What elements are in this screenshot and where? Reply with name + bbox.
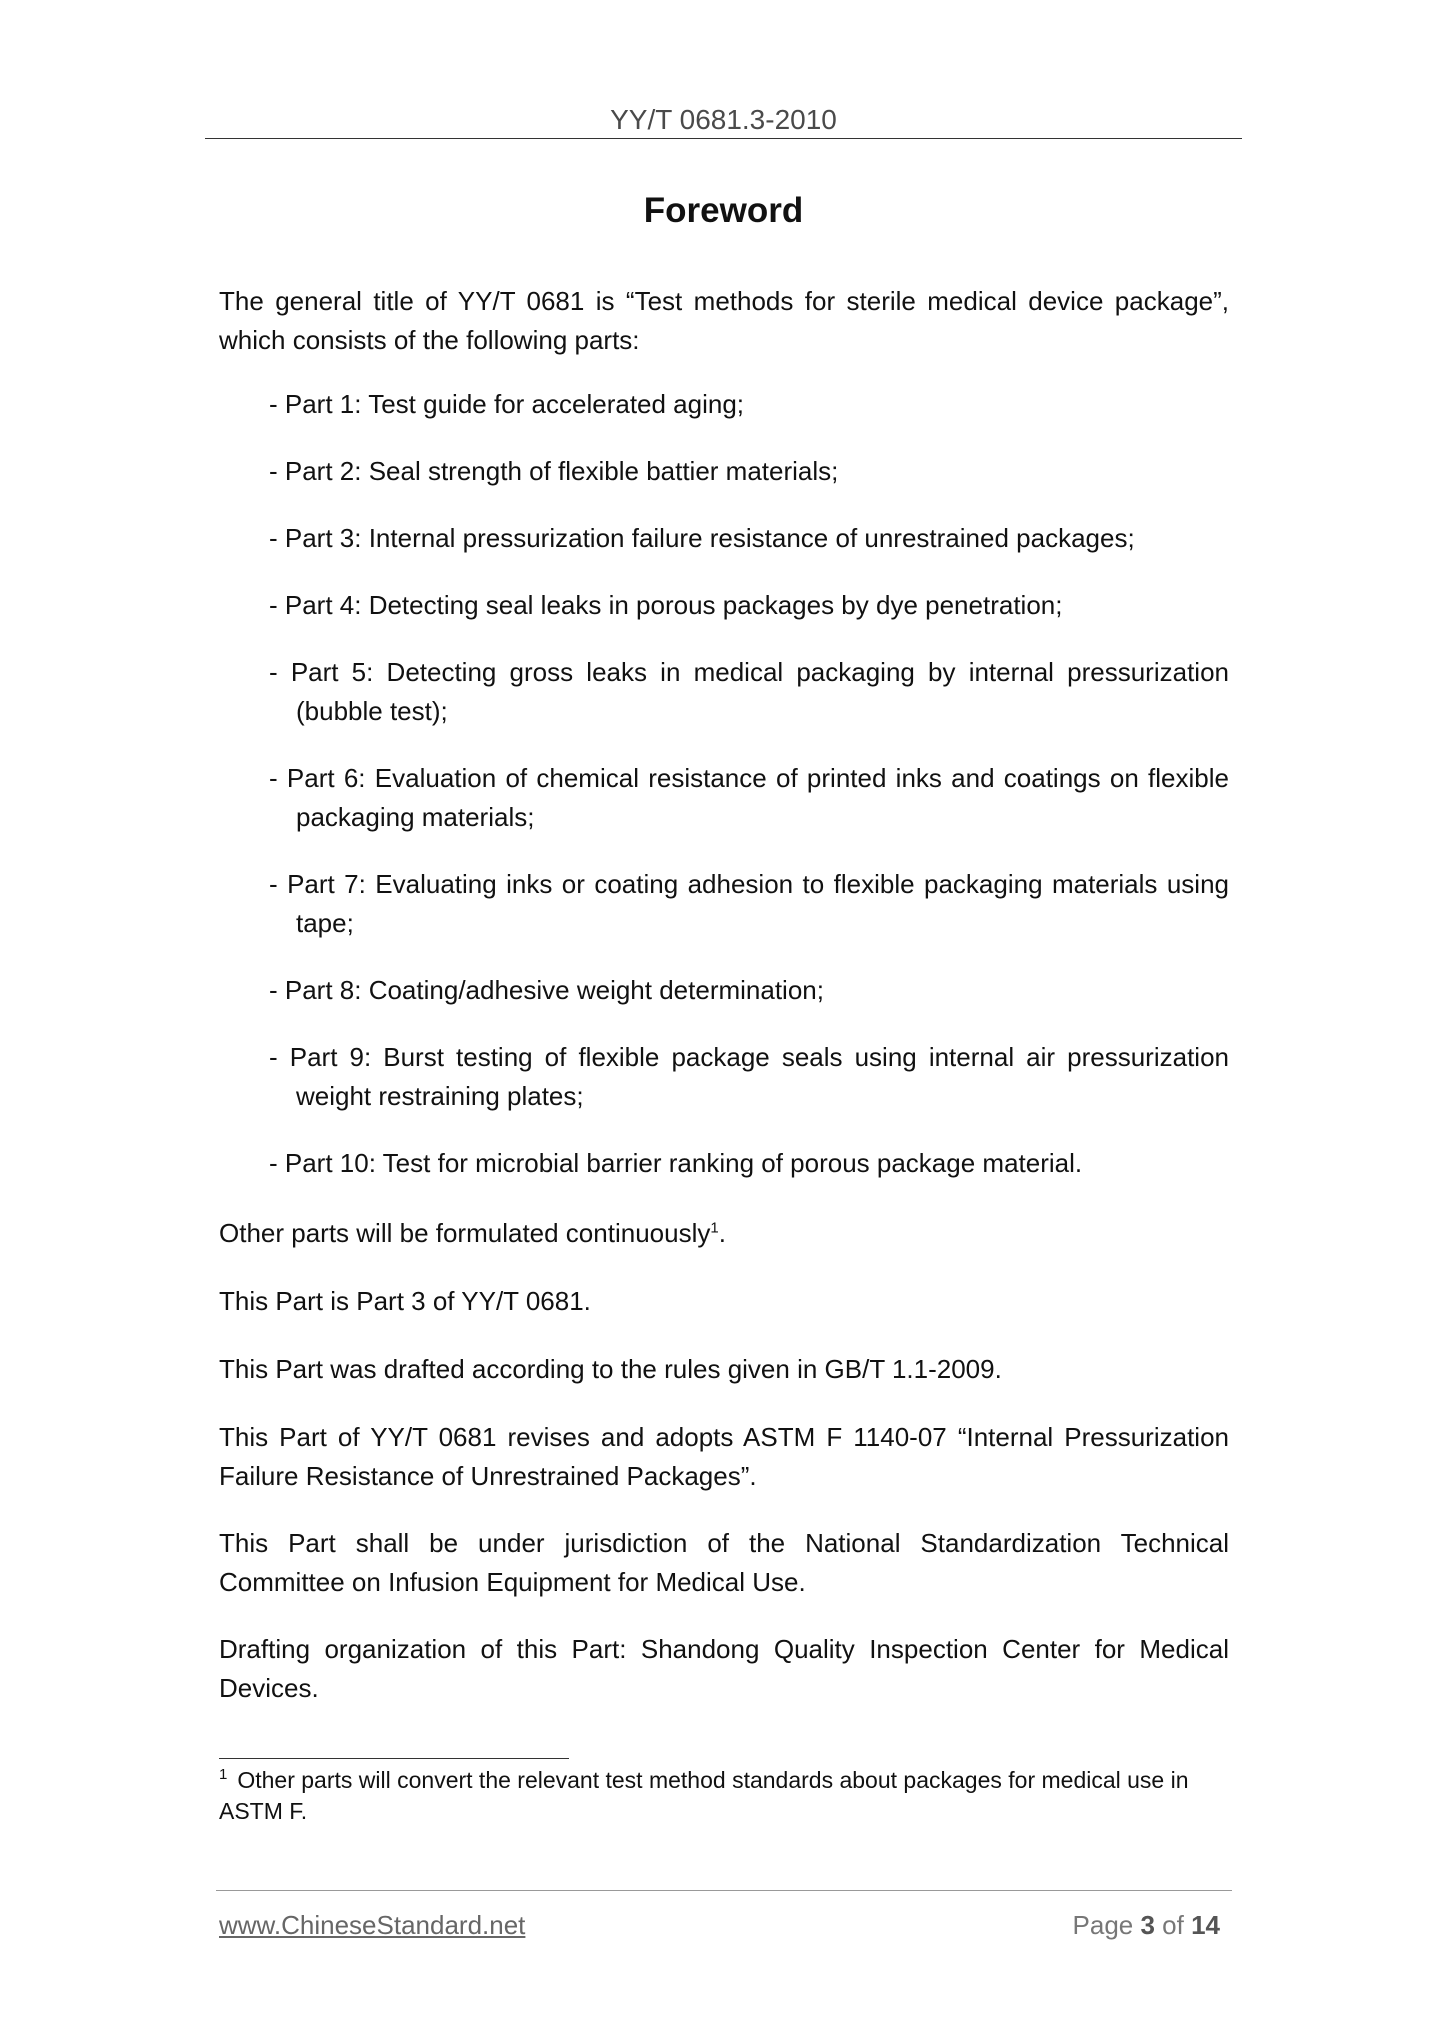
- footnote-mark: 1: [219, 1766, 228, 1784]
- part-item-9: - Part 9: Burst testing of flexible package seals using internal air pressurization weight restraining plates;: [269, 1042, 1229, 1111]
- part-item-6: - Part 6: Evaluation of chemical resistance of printed inks and coatings on flexible packaging materials;: [269, 763, 1229, 832]
- part-item-3: - Part 3: Internal pressurization failure resistance of unrestrained packages;: [269, 523, 1135, 553]
- page-prefix: Page: [1072, 1910, 1141, 1940]
- part-of-paragraph: This Part is Part 3 of YY/T 0681.: [219, 1286, 591, 1316]
- parts-list: [269, 385, 1229, 1183]
- part-item-2: - Part 2: Seal strength of flexible battier materials;: [269, 456, 839, 486]
- other-parts-paragraph: [219, 1214, 1229, 1253]
- part-item-5: - Part 5: Detecting gross leaks in medical packaging by internal pressurization (bubble test);: [269, 657, 1229, 726]
- footer-rule: [216, 1890, 1232, 1891]
- page-of: of: [1154, 1910, 1192, 1940]
- footnote: [219, 1765, 1229, 1827]
- page-number: [1073, 1910, 1220, 1941]
- intro-text: The general title of YY/T 0681 is “Test methods for sterile medical device package”, which consists of the following parts:: [219, 286, 1229, 355]
- page-total: 14: [1191, 1910, 1220, 1940]
- running-header: YY/T 0681.3-2010: [610, 104, 837, 135]
- part-item-7: - Part 7: Evaluating inks or coating adhesion to flexible packaging materials using tape;: [269, 869, 1229, 938]
- drafting-org-paragraph: Drafting organization of this Part: Shandong Quality Inspection Center for Medical Devices.: [219, 1634, 1229, 1703]
- footnote-reference[interactable]: 1: [710, 1219, 719, 1237]
- part-item-1: - Part 1: Test guide for accelerated aging;: [269, 389, 745, 419]
- part-item-8: - Part 8: Coating/adhesive weight determination;: [269, 975, 824, 1005]
- header-rule: [205, 138, 1242, 139]
- other-parts-end: .: [718, 1218, 726, 1248]
- page-title: Foreword: [643, 191, 804, 230]
- other-parts-text: Other parts will be formulated continuously: [219, 1218, 711, 1248]
- footnote-text: Other parts will convert the relevant test method standards about packages for medical use in ASTM F.: [219, 1767, 1189, 1824]
- website-link[interactable]: www.ChineseStandard.net: [219, 1910, 526, 1940]
- part-item-4: - Part 4: Detecting seal leaks in porous packages by dye penetration;: [269, 590, 1063, 620]
- intro-paragraph: [219, 282, 1229, 360]
- drafted-paragraph: This Part was drafted according to the rules given in GB/T 1.1-2009.: [219, 1354, 1002, 1384]
- jurisdiction-paragraph: This Part shall be under jurisdiction of the National Standardization Technical Committee on Infusion Equipment for Medical Use.: [219, 1528, 1229, 1597]
- adopts-paragraph: This Part of YY/T 0681 revises and adopts ASTM F 1140-07 “Internal Pressurization Failure Resistance of Unrestrained Packages”.: [219, 1422, 1229, 1491]
- page-current: 3: [1140, 1910, 1155, 1940]
- footnote-rule: [219, 1758, 569, 1759]
- part-item-10: - Part 10: Test for microbial barrier ranking of porous package material.: [269, 1148, 1083, 1178]
